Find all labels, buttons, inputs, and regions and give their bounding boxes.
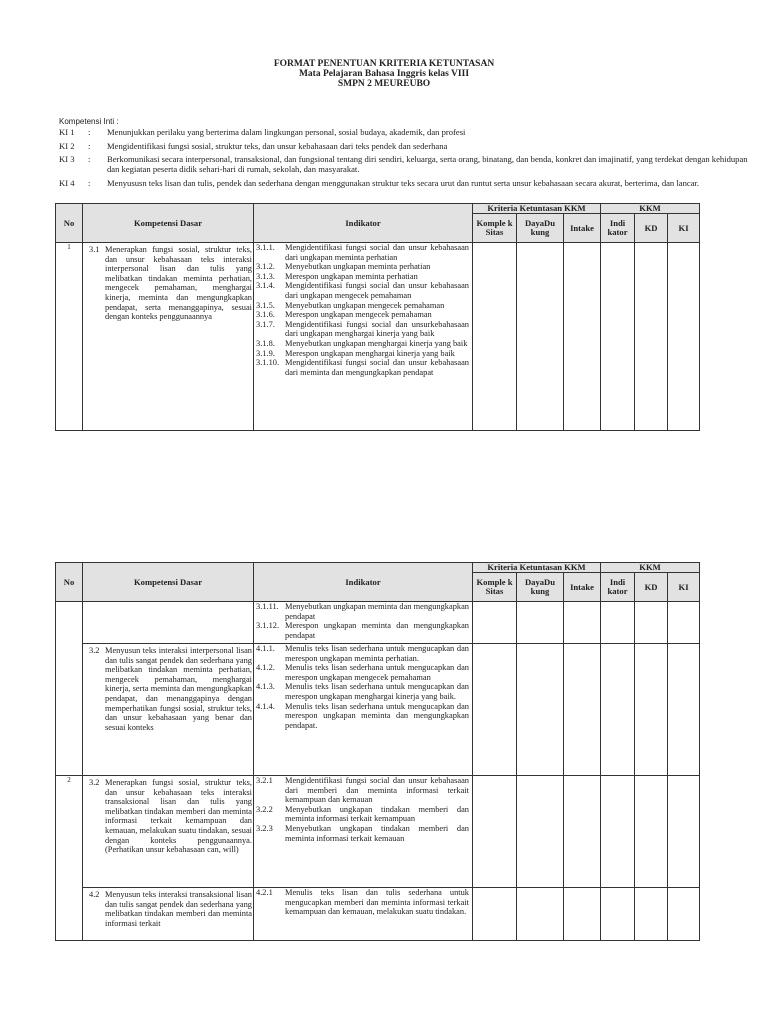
header-kd: KD [635,573,668,602]
header-indikator: Indikator [254,563,473,602]
kkm-kd-value[interactable] [635,644,668,776]
indicator-number: 3.1.6. [256,310,275,320]
kompleksitas-value[interactable] [473,888,517,941]
kd-cell [83,602,254,644]
table-row [56,644,700,776]
row-number [56,602,83,776]
kompleksitas-value[interactable] [473,644,517,776]
indicator-number: 3.2.3 [256,823,273,833]
indicator-text: Menyebutkan ungkapan meminta dan mengungkapkan pendapat [285,602,469,621]
header-kompetensi-dasar: Kompetensi Dasar [83,563,254,602]
ki-sep: : [88,127,91,137]
kkm-table-2 [55,562,700,941]
indicator-number: 3.1.2. [256,262,275,272]
indicator-number: 3.1.11. [256,602,279,611]
indicator-text: Merespon ungkapan mengecek pemahaman [285,310,432,320]
indicator-text: Mengidentifikasi fungsi social dan unsur kebahasaan dari ungkapan meminta perhatian [285,243,469,262]
header-dayadukung: DayaDu kung [517,573,564,602]
dayadukung-value[interactable] [517,888,564,941]
header-indikator-short: Indi kator [601,214,635,243]
dayadukung-value[interactable] [517,243,564,431]
indicator-text: Menyebutkan ungkapan tindakan memberi dan meminta informasi terkait kemauan [285,823,469,843]
kd-number: 3.2 [89,778,100,787]
indicator-number: 3.2.1 [256,776,273,785]
kkm-indikator-value[interactable] [601,776,635,888]
row-number: 1 [56,243,83,431]
header-ki: KI [668,573,700,602]
indicator-number: 3.1.7. [256,319,275,329]
indicator-text: Mengidentifikasi fungsi social dan unsurkebahasaan dari ungkapan menghargai kinerja yang baik [285,319,469,339]
indicator-text: Menyebutkan ungkapan menghargai kinerja yang baik [285,338,468,348]
ki-code: KI 2 [59,141,75,151]
header-no: No [56,204,83,243]
header-kkm: KKM [601,204,700,214]
indicator-text: Menyebutkan ungkapan meminta perhatian [285,262,431,272]
kompleksitas-value[interactable] [473,243,517,431]
indicator-number: 3.1.4. [256,281,275,291]
kd-text: Menerapkan fungsi sosial, struktur teks, dan unsur kebahasaan teks interaksi transaksional lisan dan tulis yang melibatkan tindakan memberi dan meminta informasi terkait kemampuan dan kemauan, melakukan suatu tindakan, sesuai dengan konteks penggunaannya. (Perhatikan unsur kebahasaan can, will) [105,778,252,855]
kd-cell [83,888,254,941]
indicator-cell [254,888,473,941]
header-ki: KI [668,214,700,243]
header-kriteria-ketuntasan: Kriteria Ketuntasan KKM [473,204,601,214]
header-indikator: Indikator [254,204,473,243]
kkm-kd-value[interactable] [635,776,668,888]
ki-code: KI 4 [59,178,75,188]
header-kompleksitas: Komple k Sitas [473,214,517,243]
intake-value[interactable] [564,776,601,888]
intake-value[interactable] [564,602,601,644]
indicator-text: Menyebutkan ungkapan mengecek pemahaman [285,300,445,310]
kkm-ki-value[interactable] [668,602,700,644]
kkm-indikator-value[interactable] [601,644,635,776]
header-kompetensi-dasar: Kompetensi Dasar [83,204,254,243]
header-kriteria-ketuntasan: Kriteria Ketuntasan KKM [473,563,601,573]
indicator-text: Menulis teks lisan sederhana untuk mengucapkan dan merespon ungkapan meminta perhatian. [285,644,469,663]
ki-text: Menunjukkan perilaku yang berterima dalam lingkungan personal, sosial budaya, akademik, dan profesi [107,127,466,137]
ki-text: Mengidentifikasi fungsi sosial, struktur teks, dan unsur kebahasaan dari teks pendek dan sederhana [107,141,448,151]
ki-code: KI 1 [59,127,75,137]
kkm-indikator-value[interactable] [601,243,635,431]
indicator-number: 4.2.1 [256,888,273,897]
indicator-number: 3.1.8. [256,338,275,348]
kkm-ki-value[interactable] [668,644,700,776]
header-intake: Intake [564,573,601,602]
kkm-ki-value[interactable] [668,888,700,941]
ki-text: Berkomunikasi secara interpersonal, transaksional, dan fungsional tentang diri sendiri, keluarga, serta orang, binatang, dan benda, konkret dan imajinatif, yang terdekat dengan kehidupan dan kegiatan peserta didik sehari-hari di rumah, sekolah, dan masyarakat. [107,154,748,174]
indicator-text: Merespon ungkapan meminta perhatian [285,271,418,281]
header-kkm: KKM [601,563,700,573]
kd-text: Menyusun teks interaksi transaksional lisan dan tulis sangat pendek dan sederhana yang melibatkan tindakan memberi dan meminta informasi terkait [105,890,252,928]
kkm-indikator-value[interactable] [601,602,635,644]
indicator-cell [254,602,473,644]
row-number: 2 [56,776,83,941]
indicator-number: 3.1.1. [256,243,275,252]
indicator-number: 3.1.5. [256,300,275,310]
kompleksitas-value[interactable] [473,776,517,888]
ki-sep: : [88,178,91,188]
indicator-text: Mengidentifikasi fungsi social dan unsur kebahasaan dari meminta dan mengungkapkan pendapat [285,358,469,377]
indicator-text: Menulis teks lisan sederhana untuk mengucapkan dan merespon ungkapan meminta dan mengungkapkan pendapat. [285,701,469,730]
indicator-cell [254,243,473,431]
header-kd: KD [635,214,668,243]
indicator-number: 3.2.2 [256,804,273,814]
kd-number: 3.2 [89,646,100,655]
indicator-text: Menulis teks lisan sederhana untuk mengucapkan dan merespon ungkapan mengecek pemahaman [285,663,469,682]
indicator-number: 4.1.2. [256,663,275,673]
ki-text: Menyususn teks lisan dan tulis, pendek dan sederhana dengan menggunakan struktur teks secara urut dan runtut serta unsur kebahasaan secara akurat, berterima, dan lancar. [107,178,700,188]
kkm-ki-value[interactable] [668,243,700,431]
intake-value[interactable] [564,888,601,941]
indicator-number: 3.1.9. [256,348,275,358]
kd-number: 4.2 [89,890,100,899]
kd-text: Menerapkan fungsi sosial, struktur teks, dan unsur kebahasaan teks interaksi interpersonal lisan dan tulis yang melibatkan tindakan meminta perhatian, mengecek pemahaman, menghargai kinerja, meminta dan mengungkapkan pendapat, serta menanggapinya, sesuai dengan konteks penggunaannya [105,245,252,322]
indicator-number: 4.1.3. [256,682,275,692]
indicator-number: 4.1.1. [256,644,275,653]
ki-code: KI 3 [59,154,75,164]
indicator-text: Menulis teks lisan sederhana untuk mengucapkan dan merespon ungkapan menghargai kinerja yang baik. [285,682,469,701]
header-intake: Intake [564,214,601,243]
indicator-text: Mengidentifikasi fungsi social dan unsur kebahasaan dari ungkapan mengecek pemahaman [285,281,469,300]
header-kompleksitas: Komple k Sitas [473,573,517,602]
indicator-cell [254,644,473,776]
dayadukung-value[interactable] [517,644,564,776]
ki-sep: : [88,141,91,151]
header-no: No [56,563,83,602]
kkm-indikator-value[interactable] [601,888,635,941]
intake-value[interactable] [564,243,601,431]
kkm-kd-value[interactable] [635,888,668,941]
document-subject: Mata Pelajaran Bahasa Inggris kelas VIII [298,69,470,79]
kd-cell [83,776,254,888]
indicator-cell [254,776,473,888]
kompleksitas-value[interactable] [473,602,517,644]
kkm-kd-value[interactable] [635,243,668,431]
header-dayadukung: DayaDu kung [517,214,564,243]
header-indikator-short: Indi kator [601,573,635,602]
indicator-number: 3.1.10. [256,358,280,368]
table-row [56,888,700,941]
indicator-number: 3.1.3. [256,271,275,281]
kkm-table-1 [55,203,700,431]
dayadukung-value[interactable] [517,602,564,644]
kd-cell [83,243,254,431]
table-row [56,243,700,431]
indicator-text: Menyebutkan ungkapan tindakan memberi dan meminta informasi terkait kemampuan [285,804,469,824]
intake-value[interactable] [564,644,601,776]
table-row [56,776,700,888]
dayadukung-value[interactable] [517,776,564,888]
ki-intro: Kompetensi Inti : [59,117,119,126]
indicator-text: Mengidentifikasi fungsi social dan unsur kebahasaan dari memberi dan meminta informasi terkait kemampuan dan kemauan [285,776,469,805]
document-school: SMPN 2 MEUREUBO [337,79,431,89]
document-title: FORMAT PENENTUAN KRITERIA KETUNTASAN [273,59,495,69]
kd-cell [83,644,254,776]
indicator-text: Merespon ungkapan menghargai kinerja yang baik [285,348,455,358]
indicator-number: 3.1.12. [256,621,280,631]
kd-text: Menyusun teks interaksi interpersonal lisan dan tulis sangat pendek dan sederhana yang melibatkan tindakan meminta perhatian, mengecek pemahaman, menghargai kinerja, serta meminta dan mengungkapkan pendapat, dan menanggapinya dengan memperhatikan fungsi sosial, struktur teks, dan unsur kebahasaan yang benar dan sesuai konteks [105,646,252,732]
indicator-text: Merespon ungkapan meminta dan mengungkapkan pendapat [285,621,469,640]
ki-sep: : [88,154,91,164]
indicator-number: 4.1.4. [256,701,275,711]
indicator-text: Menulis teks lisan dan tulis sederhana untuk mengucapkan memberi dan meminta informasi terkait kemampuan dan kemauan, melakukan suatu tindakan. [285,888,469,917]
kkm-kd-value[interactable] [635,602,668,644]
kd-number: 3.1 [89,245,100,254]
kkm-ki-value[interactable] [668,776,700,888]
table-row [56,602,700,644]
